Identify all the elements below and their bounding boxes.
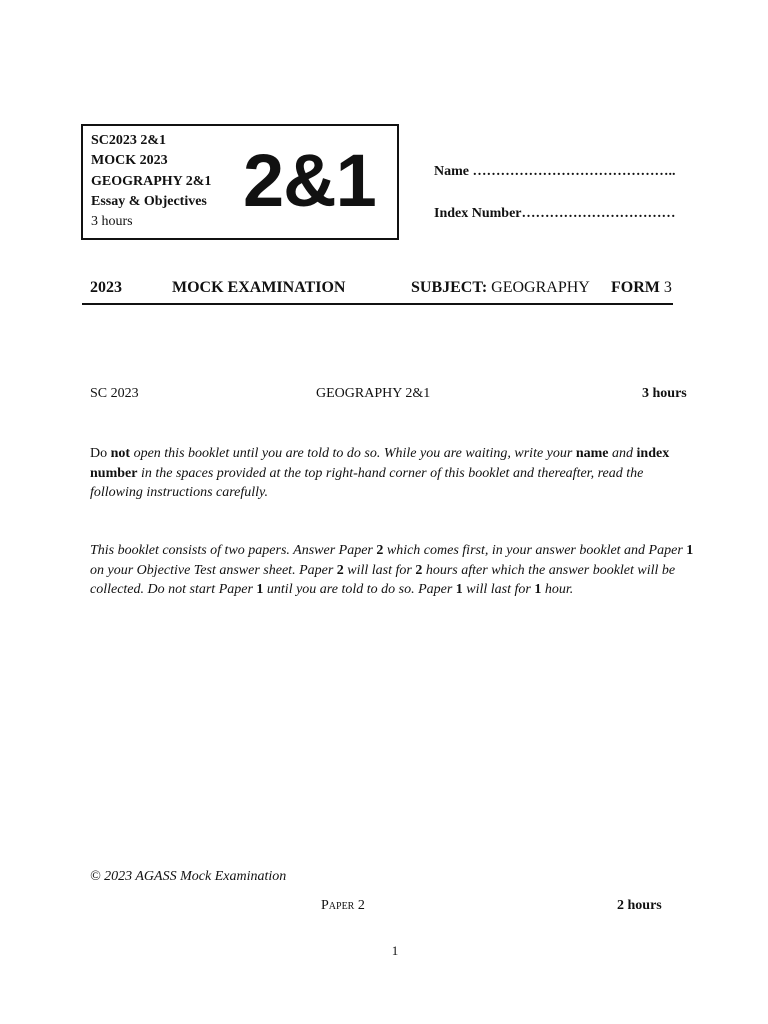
instr1-bold-name: name xyxy=(575,446,609,461)
copyright-notice: © 2023 AGASS Mock Examination xyxy=(90,869,287,884)
form-value: 3 xyxy=(663,279,672,296)
subject-value: GEOGRAPHY xyxy=(491,279,590,296)
exam-subject xyxy=(411,278,590,298)
instr2-bold-1: 2 xyxy=(376,543,384,558)
instr1-text-4: in the spaces provided at the top right-hand corner of this booklet and thereafter, read the following instructions carefully. xyxy=(90,465,644,500)
instructions-paragraph-1 xyxy=(90,444,694,503)
instr2-bold-7: 1 xyxy=(534,582,542,597)
index-number-dots: …………………………… xyxy=(521,206,676,221)
sub-paper: GEOGRAPHY 2&1 xyxy=(316,386,431,401)
instr2-text-5: hours after which the answer booklet will be collected. Do not start Paper xyxy=(90,562,676,597)
page-number: 1 xyxy=(391,943,399,958)
instr2-text-8: hour. xyxy=(544,582,574,597)
instr1-text-3: and xyxy=(612,446,634,461)
instr2-bold-4: 2 xyxy=(415,562,423,578)
box-code-line: SC2023 2&1 xyxy=(91,133,167,148)
box-subject-line: GEOGRAPHY 2&1 xyxy=(91,174,212,189)
index-number-label: Index Number xyxy=(434,206,522,221)
instr2-bold-3: 2 xyxy=(336,562,344,578)
index-number-field xyxy=(434,204,676,224)
header-divider xyxy=(82,303,673,305)
instr1-text-2: open this booklet until you are told to do so. While you are waiting, write your xyxy=(133,446,573,461)
instr2-bold-2: 1 xyxy=(686,543,694,558)
instr2-bold-6: 1 xyxy=(455,582,463,597)
instr2-text-1: This booklet consists of two papers. Answer Paper xyxy=(90,543,373,558)
box-type-line: Essay & Objectives xyxy=(91,194,207,209)
instr1-text-1: Do xyxy=(90,446,108,461)
instr2-text-2: which comes first, in your answer booklet and Paper xyxy=(386,543,683,558)
instr1-bold-index-number: index number xyxy=(90,446,670,481)
instr2-text-6: until you are told to do so. Paper xyxy=(266,582,453,597)
exam-title: MOCK EXAMINATION xyxy=(172,279,346,296)
instr2-text-4: will last for xyxy=(347,562,412,578)
exam-form xyxy=(611,278,672,298)
instr1-bold-not: not xyxy=(110,446,131,461)
instructions-paragraph-2 xyxy=(90,541,694,600)
instr2-text-3: on your Objective Test answer sheet. Paper xyxy=(90,562,334,578)
instr2-bold-5: 1 xyxy=(256,582,264,597)
box-mock-line: MOCK 2023 xyxy=(91,153,168,168)
name-dots: …………………………………….. xyxy=(472,164,676,179)
subject-label: SUBJECT: xyxy=(411,279,488,296)
name-label: Name xyxy=(434,164,469,179)
sub-code: SC 2023 xyxy=(90,386,139,401)
exam-code-box xyxy=(81,124,399,240)
paper-duration: 2 hours xyxy=(617,898,662,913)
instr2-text-7: will last for xyxy=(466,582,531,597)
name-field xyxy=(434,162,676,182)
box-duration-line: 3 hours xyxy=(91,214,133,229)
paper-label: Paper 2 xyxy=(321,898,365,913)
big-paper-code: 2&1 xyxy=(243,139,376,222)
exam-year: 2023 xyxy=(90,279,122,296)
form-label: FORM xyxy=(611,279,660,296)
sub-duration: 3 hours xyxy=(642,386,687,401)
